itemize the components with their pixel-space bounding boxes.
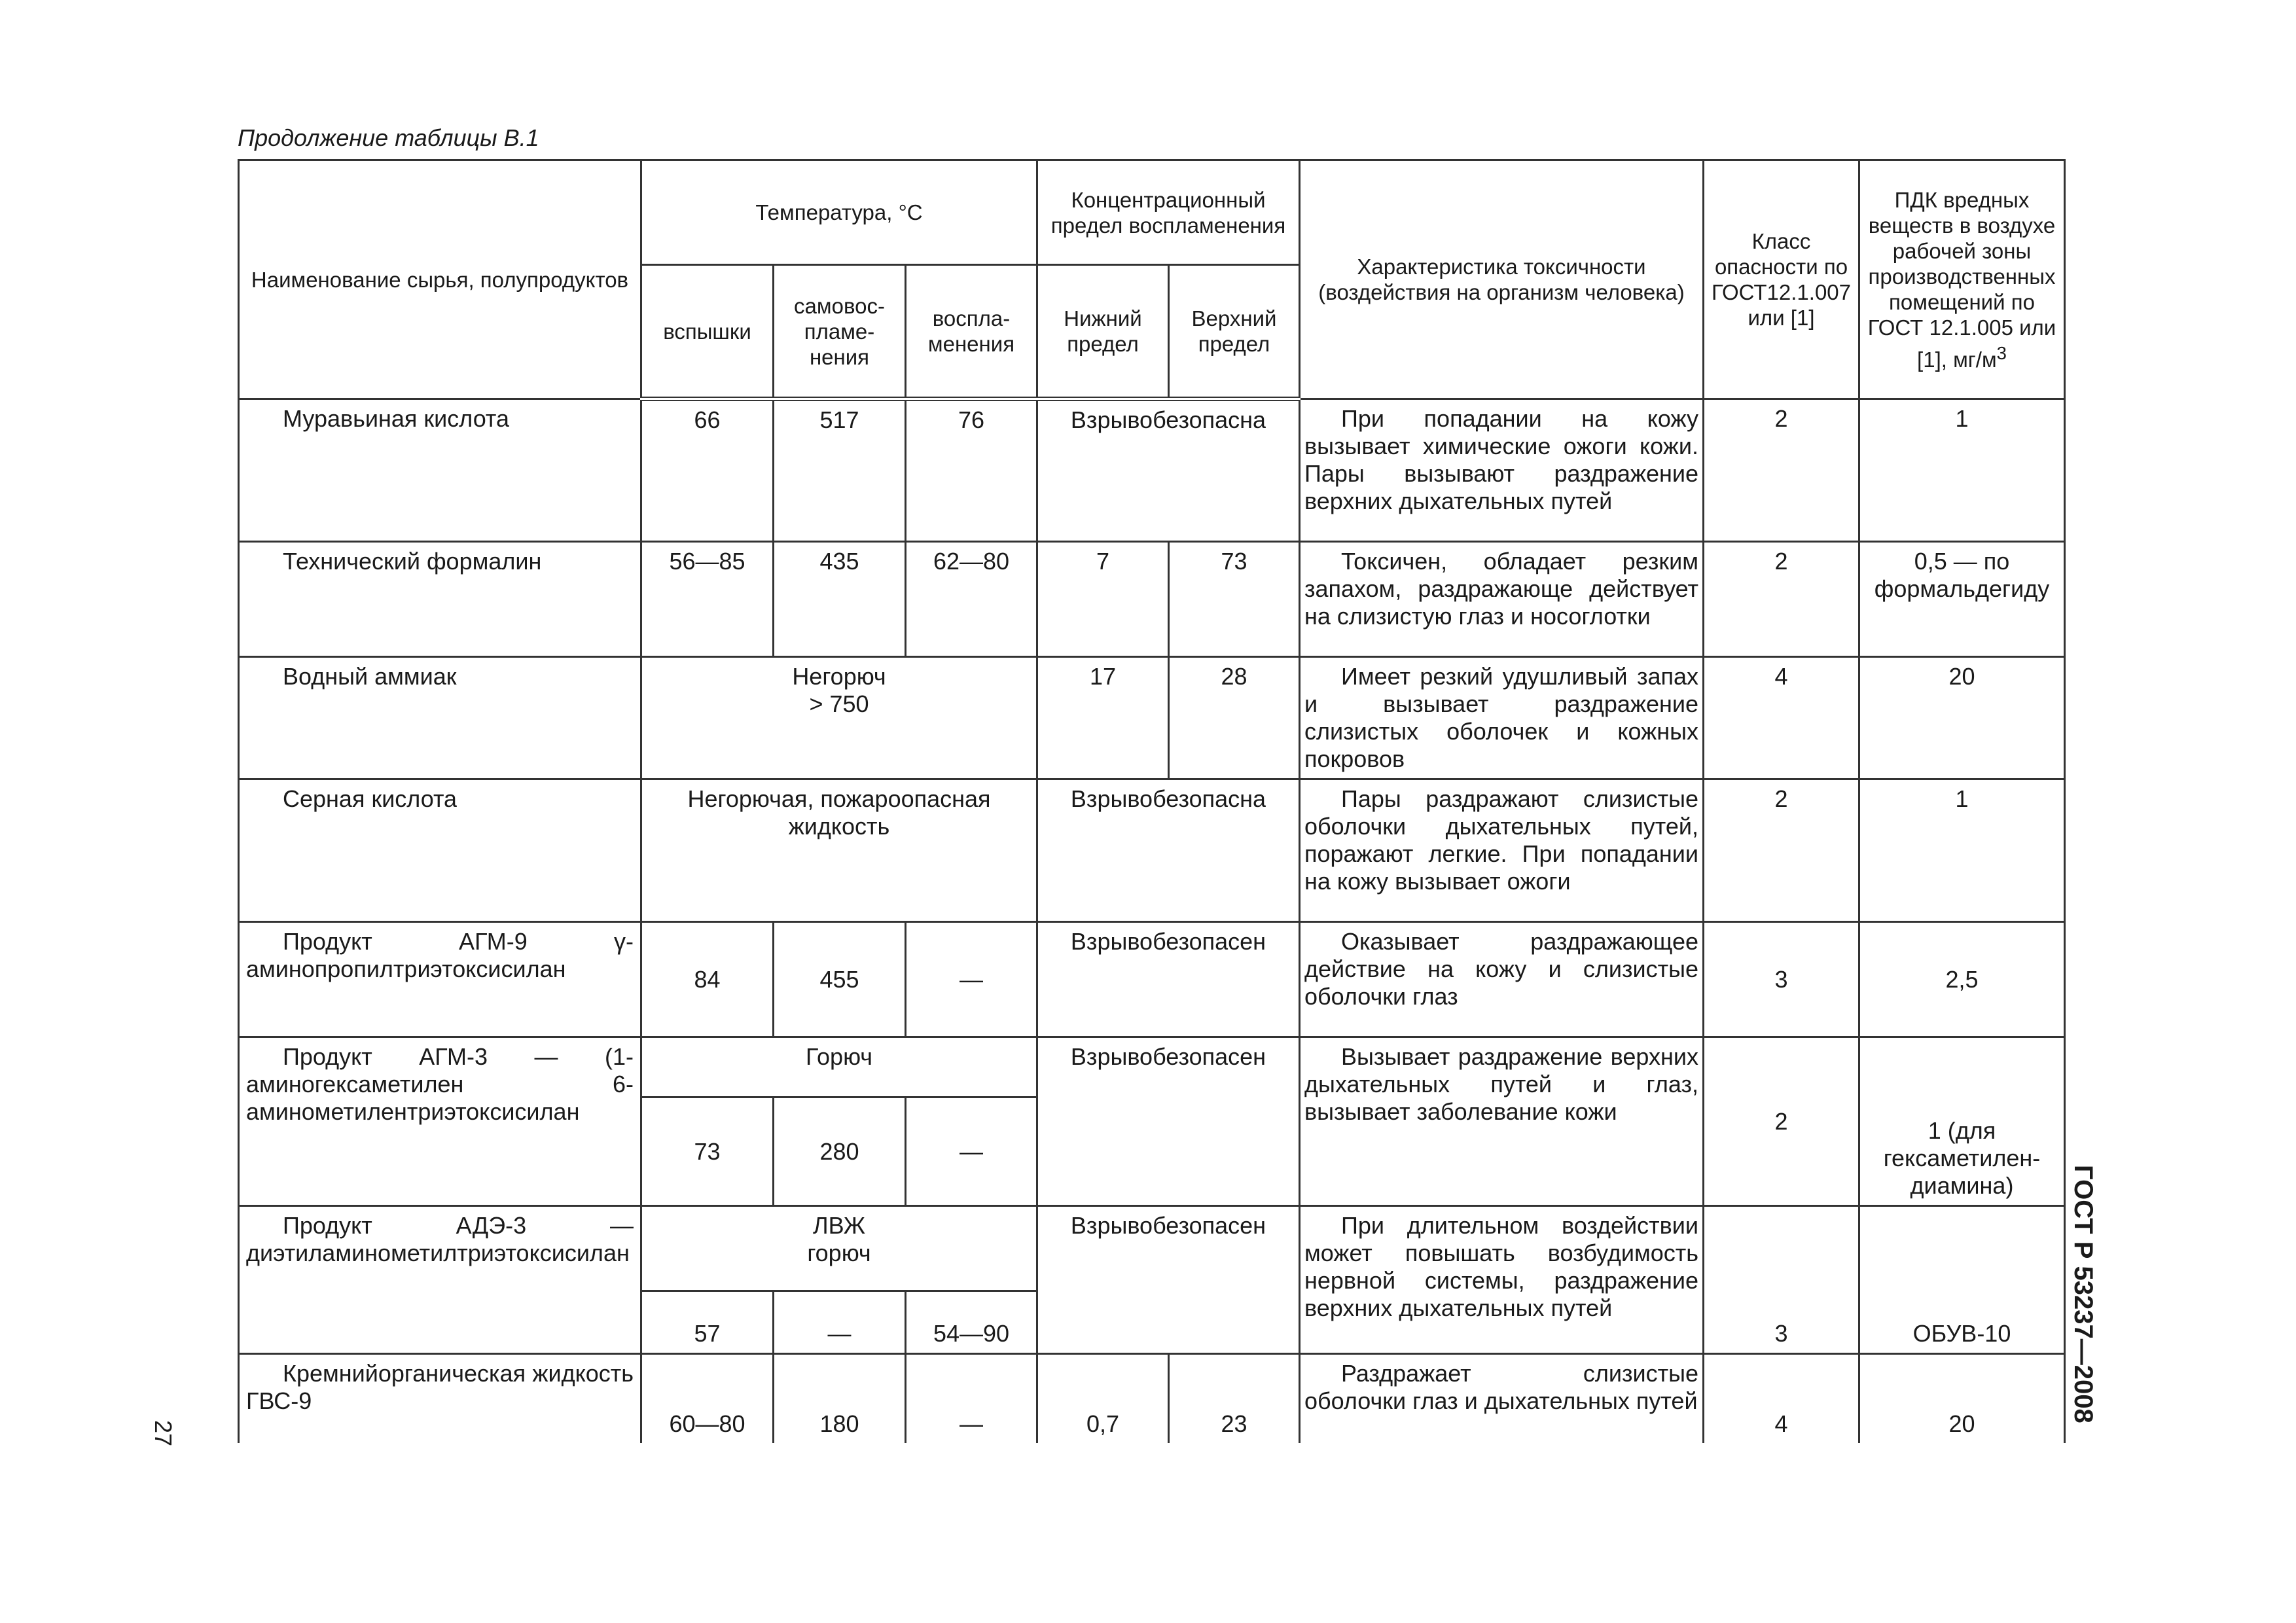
lower-limit: 7 bbox=[1037, 542, 1169, 657]
mac-value: 20 bbox=[1859, 657, 2065, 779]
flash-point: 57 bbox=[641, 1291, 774, 1354]
autoignition-temp: 517 bbox=[774, 399, 906, 542]
ignition-temp: — bbox=[906, 922, 1037, 1037]
substance-name: Водный аммиак bbox=[239, 657, 641, 779]
toxicity: Пары раздражают слизистые оболочки дыхательных путей, поражают легкие. При попадании на кожу вызывает ожоги bbox=[1300, 779, 1704, 922]
hazard-class: 2 bbox=[1704, 1037, 1859, 1206]
header-autoignition: самовос- пламе- нения bbox=[774, 265, 906, 399]
mac-value: 1 bbox=[1859, 399, 2065, 542]
header-temperature: Температура, °С bbox=[641, 160, 1037, 265]
header-upper-limit: Верхний предел bbox=[1169, 265, 1300, 399]
toxicity: Вызывает раздражение верхних дыхательных путей и глаз, вызывает заболевание кожи bbox=[1300, 1037, 1704, 1206]
substance-name: Продукт АДЭ-3 — диэтиламинометилтриэтоксисилан bbox=[239, 1206, 641, 1354]
autoignition-temp: 280 bbox=[774, 1097, 906, 1206]
table-row bbox=[239, 922, 2065, 1037]
toxicity: При попадании на кожу вызывает химические ожоги кожи. Пары вызывают раздражение верхних дыхательных путей bbox=[1300, 399, 1704, 542]
table-caption: Продолжение таблицы В.1 bbox=[238, 124, 539, 151]
table-row bbox=[239, 657, 2065, 779]
hazard-class: 3 bbox=[1704, 1206, 1859, 1354]
table-row bbox=[239, 779, 2065, 922]
table-row bbox=[239, 399, 2065, 542]
substance-name: Серная кислота bbox=[239, 779, 641, 922]
temperature-note: Негорючая, пожароопасная жидкость bbox=[641, 779, 1037, 922]
ignition-temp: — bbox=[906, 1354, 1037, 1443]
flash-point: 73 bbox=[641, 1097, 774, 1206]
autoignition-temp: 455 bbox=[774, 922, 906, 1037]
mac-value: ОБУВ-10 bbox=[1859, 1206, 2065, 1354]
header-flash: вспышки bbox=[641, 265, 774, 399]
upper-limit: 73 bbox=[1169, 542, 1300, 657]
table-row bbox=[239, 542, 2065, 657]
flash-point: 66 bbox=[641, 399, 774, 542]
mac-value: 20 bbox=[1859, 1354, 2065, 1443]
lower-limit: 17 bbox=[1037, 657, 1169, 779]
temperature-note: ЛВЖ горюч bbox=[641, 1206, 1037, 1291]
ignition-temp: — bbox=[906, 1097, 1037, 1206]
header-ignition: воспла- менения bbox=[906, 265, 1037, 399]
temperature-note: Негорюч > 750 bbox=[641, 657, 1037, 779]
flash-point: 84 bbox=[641, 922, 774, 1037]
hazard-class: 4 bbox=[1704, 657, 1859, 779]
header-concentration-limit: Концентрационный предел воспламенения bbox=[1037, 160, 1300, 265]
lower-limit: 0,7 bbox=[1037, 1354, 1169, 1443]
header-toxicity: Характеристика токсичности (воздействия на организм человека) bbox=[1300, 160, 1704, 399]
mac-value: 1 bbox=[1859, 779, 2065, 922]
substance-name: Продукт АГМ-3 — (1-аминогексаметилен 6-аминометилентриэтоксисилан bbox=[239, 1037, 641, 1206]
explosion-limit: Взрывобезопасна bbox=[1037, 779, 1300, 922]
header-lower-limit: Нижний предел bbox=[1037, 265, 1169, 399]
hazard-class: 2 bbox=[1704, 542, 1859, 657]
autoignition-temp: 180 bbox=[774, 1354, 906, 1443]
hazard-class: 2 bbox=[1704, 779, 1859, 922]
standard-designation: ГОСТ Р 53237—2008 bbox=[2069, 1165, 2098, 1423]
hazard-class: 3 bbox=[1704, 922, 1859, 1037]
temperature-note: Горюч bbox=[641, 1037, 1037, 1097]
ignition-temp: 76 bbox=[906, 399, 1037, 542]
ignition-temp: 54—90 bbox=[906, 1291, 1037, 1354]
header-mac: ПДК вредных веществ в воздухе рабочей зоны производственных помещений по ГОСТ 12.1.005 или [1], $мг/м^3$ bbox=[1859, 160, 2065, 399]
upper-limit: 28 bbox=[1169, 657, 1300, 779]
toxicity: Раздражает слизистые оболочки глаз и дыхательных путей bbox=[1300, 1354, 1704, 1443]
autoignition-temp: 435 bbox=[774, 542, 906, 657]
header-name: Наименование сырья, полупродуктов bbox=[239, 160, 641, 399]
mac-value: 0,5 — по формальдегиду bbox=[1859, 542, 2065, 657]
hazard-class: 4 bbox=[1704, 1354, 1859, 1443]
table-row bbox=[239, 1037, 2065, 1097]
hazard-class: 2 bbox=[1704, 399, 1859, 542]
explosion-limit: Взрывобезопасен bbox=[1037, 1037, 1300, 1206]
toxicity: При длительном воздействии может повышать возбудимость нервной системы, раздражение верхних дыхательных путей bbox=[1300, 1206, 1704, 1354]
substance-name: Продукт АГМ-9 γ- аминопропилтриэтоксисилан bbox=[239, 922, 641, 1037]
explosion-limit: Взрывобезопасен bbox=[1037, 922, 1300, 1037]
flash-point: 60—80 bbox=[641, 1354, 774, 1443]
substance-name: Кремнийорганическая жидкость ГВС-9 bbox=[239, 1354, 641, 1443]
substance-name: Технический формалин bbox=[239, 542, 641, 657]
flash-point: 56—85 bbox=[641, 542, 774, 657]
table-row bbox=[239, 1206, 2065, 1291]
substance-name: Муравьиная кислота bbox=[239, 399, 641, 542]
ignition-temp: 62—80 bbox=[906, 542, 1037, 657]
explosion-limit: Взрывобезопасен bbox=[1037, 1206, 1300, 1354]
page-number: 27 bbox=[150, 1420, 177, 1447]
upper-limit: 23 bbox=[1169, 1354, 1300, 1443]
mac-value: 2,5 bbox=[1859, 922, 2065, 1037]
mac-value: 1 (для гексаметилен- диамина) bbox=[1859, 1037, 2065, 1206]
table-row bbox=[239, 1354, 2065, 1443]
toxicity: Оказывает раздражающее действие на кожу и слизистые оболочки глаз bbox=[1300, 922, 1704, 1037]
toxicity: Имеет резкий удушливый запах и вызывает раздражение слизистых оболочек и кожных покровов bbox=[1300, 657, 1704, 779]
toxicity: Токсичен, обладает резким запахом, раздражающе действует на слизистую глаз и носоглотки bbox=[1300, 542, 1704, 657]
header-hazard-class: Класс опасности по ГОСТ12.1.007 или [1] bbox=[1704, 160, 1859, 399]
explosion-limit: Взрывобезопасна bbox=[1037, 399, 1300, 542]
autoignition-temp: — bbox=[774, 1291, 906, 1354]
substances-table bbox=[238, 159, 2066, 1443]
